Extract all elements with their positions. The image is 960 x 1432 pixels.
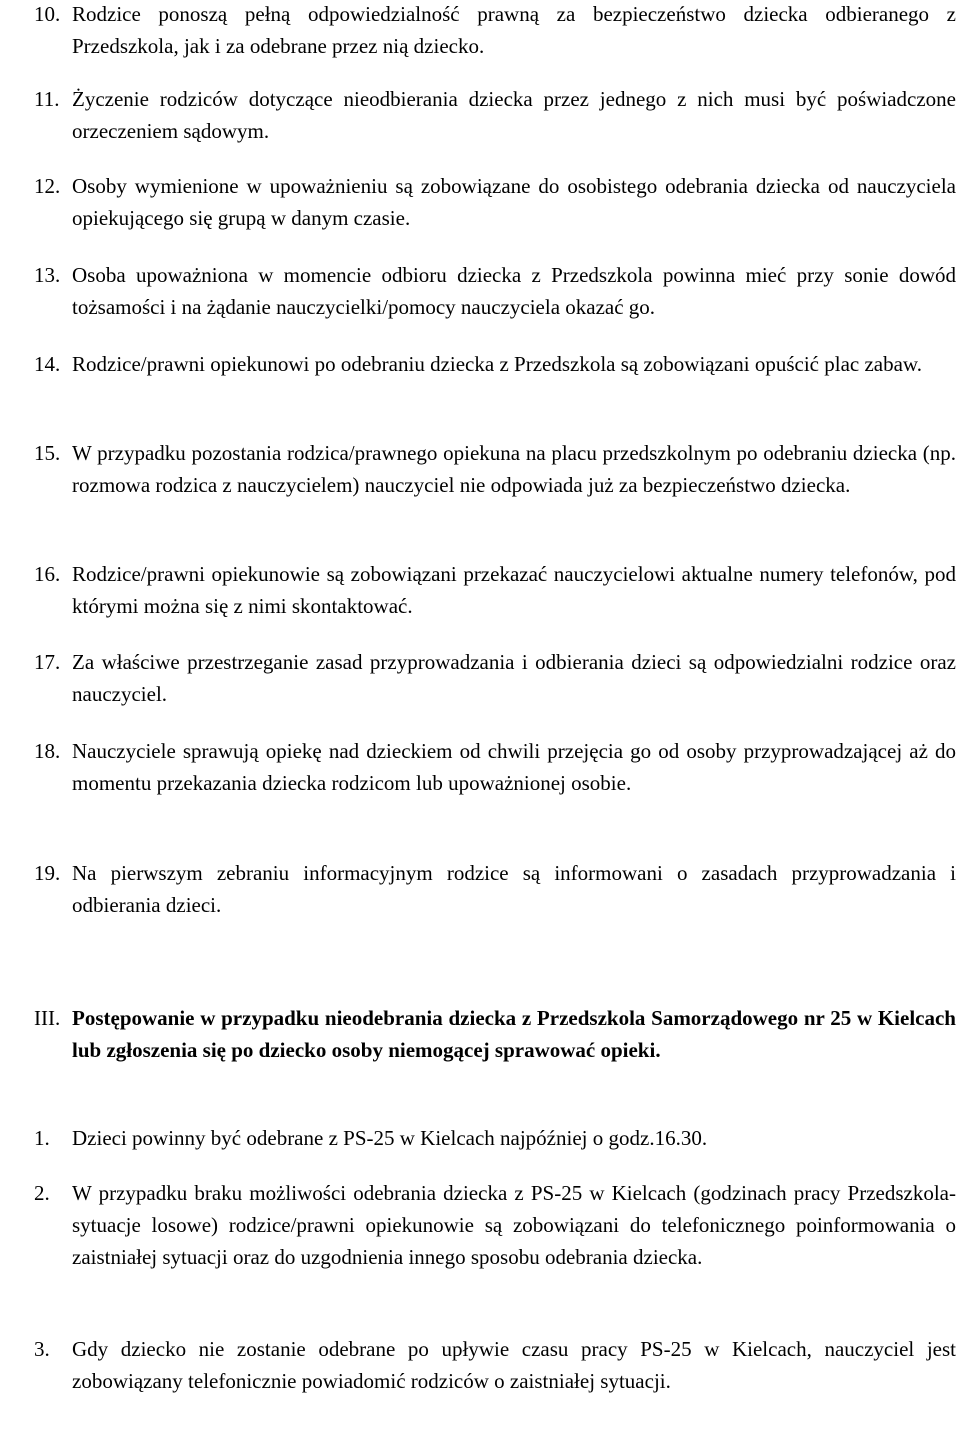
list-item-text: Osoby wymienione w upoważnieniu są zobowiązane do osobistego odebrania dziecka od nauczyciela opiekującego się grupą w danym czasie. <box>72 174 956 230</box>
list-item-number: 3. <box>34 1337 50 1361</box>
list-item-number: 14. <box>34 352 61 376</box>
list-item-text: Rodzice ponoszą pełną odpowiedzialność prawną za bezpieczeństwo dziecka odbieranego z Przedszkola, jak i za odebrane przez nią dziecko. <box>72 2 956 58</box>
list-item-text: Rodzice/prawni opiekunowi po odebraniu dziecka z Przedszkola są zobowiązani opuścić plac zabaw. <box>72 352 922 376</box>
list-item-number: 10. <box>34 2 61 26</box>
section-heading <box>34 1002 956 1066</box>
list-item-number: 19. <box>34 861 61 885</box>
list-item-number: 2. <box>34 1181 50 1205</box>
list-item-number: 17. <box>34 650 61 674</box>
list-item-number: 15. <box>34 441 61 465</box>
list-item <box>34 170 956 234</box>
list-item <box>34 437 956 501</box>
list-item-text: Osoba upoważniona w momencie odbioru dziecka z Przedszkola powinna mieć przy sonie dowód tożsamości i na żądanie nauczycielki/pomocy nauczyciela okazać go. <box>72 263 956 319</box>
list-item <box>34 1177 956 1273</box>
list-item-text: Na pierwszym zebraniu informacyjnym rodzice są informowani o zasadach przyprowadzania i odbierania dzieci. <box>72 861 956 917</box>
list-item <box>34 646 956 710</box>
list-item <box>34 0 956 62</box>
list-item <box>34 259 956 323</box>
list-item <box>34 558 956 622</box>
list-item <box>34 83 956 147</box>
list-item-text: W przypadku braku możliwości odebrania dziecka z PS-25 w Kielcach (godzinach pracy Przedszkola- sytuacje losowe) rodzice/prawni opiekunowie są zobowiązani do telefonicznego poinformowania o zaistniałej sytuacji oraz do uzgodnienia innego sposobu odebrania dziecka. <box>72 1181 956 1269</box>
section-number: III. <box>34 1006 61 1030</box>
list-item-text: Życzenie rodziców dotyczące nieodbierania dziecka przez jednego z nich musi być poświadczone orzeczeniem sądowym. <box>72 87 956 143</box>
list-item-text: Rodzice/prawni opiekunowie są zobowiązani przekazać nauczycielowi aktualne numery telefonów, pod którymi można się z nimi skontaktować. <box>72 562 956 618</box>
list-item <box>34 1122 956 1154</box>
list-item-text: Dzieci powinny być odebrane z PS-25 w Kielcach najpóźniej o godz.16.30. <box>72 1126 708 1150</box>
list-item <box>34 857 956 921</box>
list-item-text: Gdy dziecko nie zostanie odebrane po upływie czasu pracy PS-25 w Kielcach, nauczyciel jest zobowiązany telefonicznie powiadomić rodziców o zaistniałej sytuacji. <box>72 1337 956 1393</box>
list-item <box>34 735 956 799</box>
section-title: Postępowanie w przypadku nieodebrania dziecka z Przedszkola Samorządowego nr 25 w Kielcach lub zgłoszenia się po dziecko osoby niemogącej sprawować opieki. <box>72 1006 956 1062</box>
list-item-number: 1. <box>34 1126 50 1150</box>
list-item-text: Nauczyciele sprawują opiekę nad dzieckiem od chwili przejęcia go od osoby przyprowadzającej aż do momentu przekazania dziecka rodzicom lub upoważnionej osobie. <box>72 739 956 795</box>
list-item-number: 11. <box>34 87 60 111</box>
list-item-number: 13. <box>34 263 61 287</box>
list-item <box>34 348 956 380</box>
list-item-number: 16. <box>34 562 61 586</box>
list-item <box>34 1333 956 1397</box>
list-item-number: 12. <box>34 174 61 198</box>
list-item-text: W przypadku pozostania rodzica/prawnego opiekuna na placu przedszkolnym po odebraniu dziecka (np. rozmowa rodzica z nauczycielem) nauczyciel nie odpowiada już za bezpieczeństwo dziecka. <box>72 441 956 497</box>
list-item-text: Za właściwe przestrzeganie zasad przyprowadzania i odbierania dzieci są odpowiedzialni rodzice oraz nauczyciel. <box>72 650 956 706</box>
list-item-number: 18. <box>34 739 61 763</box>
